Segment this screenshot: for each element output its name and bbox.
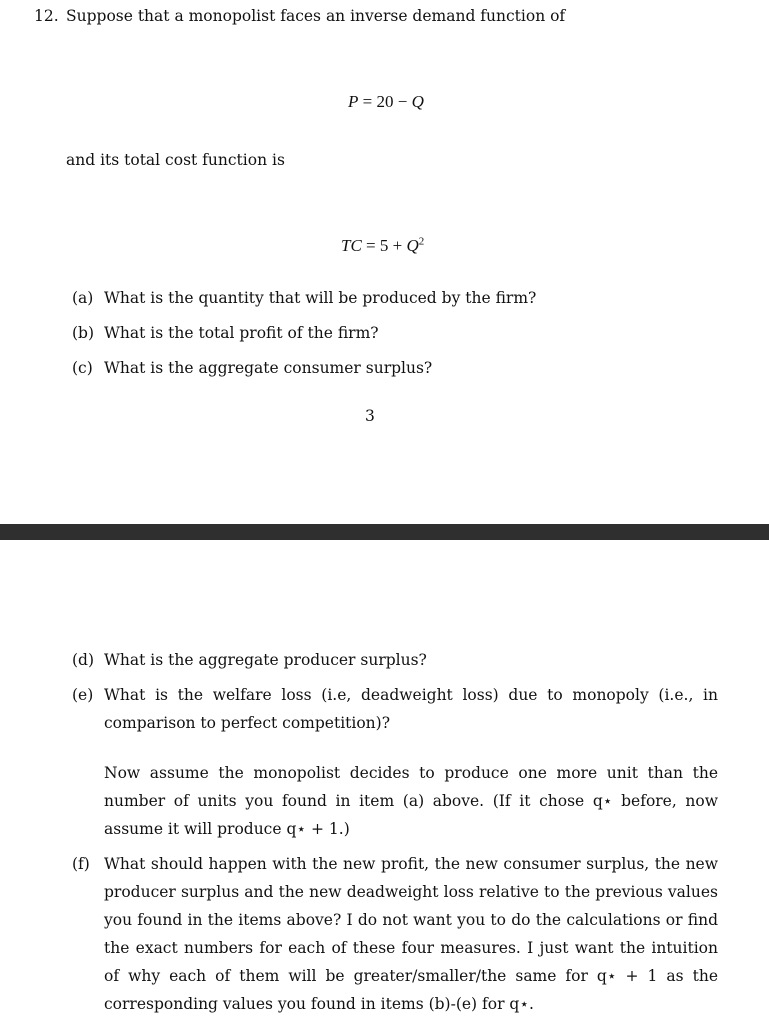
cost-eq-mid: = 5 + [361, 236, 407, 255]
demand-eq-mid: = 20 − [358, 92, 412, 111]
demand-rhs: Q [411, 92, 424, 111]
part-b-label: (b) [72, 324, 95, 342]
connector-text: and its total cost function is [66, 151, 285, 169]
part-d-label: (d) [72, 651, 95, 669]
part-d-text: What is the aggregate producer surplus? [104, 651, 427, 669]
part-a-text: What is the quantity that will be produced by the firm? [104, 289, 537, 307]
cost-equation [341, 236, 424, 256]
cost-rhs: Q [406, 236, 419, 255]
part-f-label: (f) [72, 855, 90, 873]
part-f-text: What should happen with the new profit, the new consumer surplus, the new producer surplus and the new deadweight loss relative to the previous values you found in the items above? I do not want you to do the calculations or find the exact numbers for each of these four measures. I just want the intuition of why each of them will be greater/smaller/the same for q⋆ + 1 as the corresponding values you found in items (b)-(e) for q⋆. [104, 855, 718, 1013]
part-e-text: What is the welfare loss (i.e, deadweight loss) due to monopoly (i.e., in comparison to perfect competition)? [104, 686, 718, 732]
part-c-text: What is the aggregate consumer surplus? [104, 359, 433, 377]
page-number: 3 [365, 407, 375, 425]
assumption-paragraph: Now assume the monopolist decides to produce one more unit than the number of units you found in item (a) above. (If it chose q⋆ before, now assume it will produce q⋆ + 1.) [104, 764, 718, 838]
part-e-label: (e) [72, 686, 94, 704]
question-intro: Suppose that a monopolist faces an inverse demand function of [66, 7, 566, 25]
part-b-text: What is the total profit of the firm? [104, 324, 379, 342]
demand-lhs: P [348, 92, 359, 111]
cost-exponent: 2 [418, 235, 425, 248]
question-number: 12. [34, 7, 59, 25]
demand-equation [348, 92, 424, 112]
page-break-divider [0, 524, 769, 540]
cost-lhs: TC [341, 236, 362, 255]
part-c-label: (c) [72, 359, 93, 377]
part-a-label: (a) [72, 289, 94, 307]
